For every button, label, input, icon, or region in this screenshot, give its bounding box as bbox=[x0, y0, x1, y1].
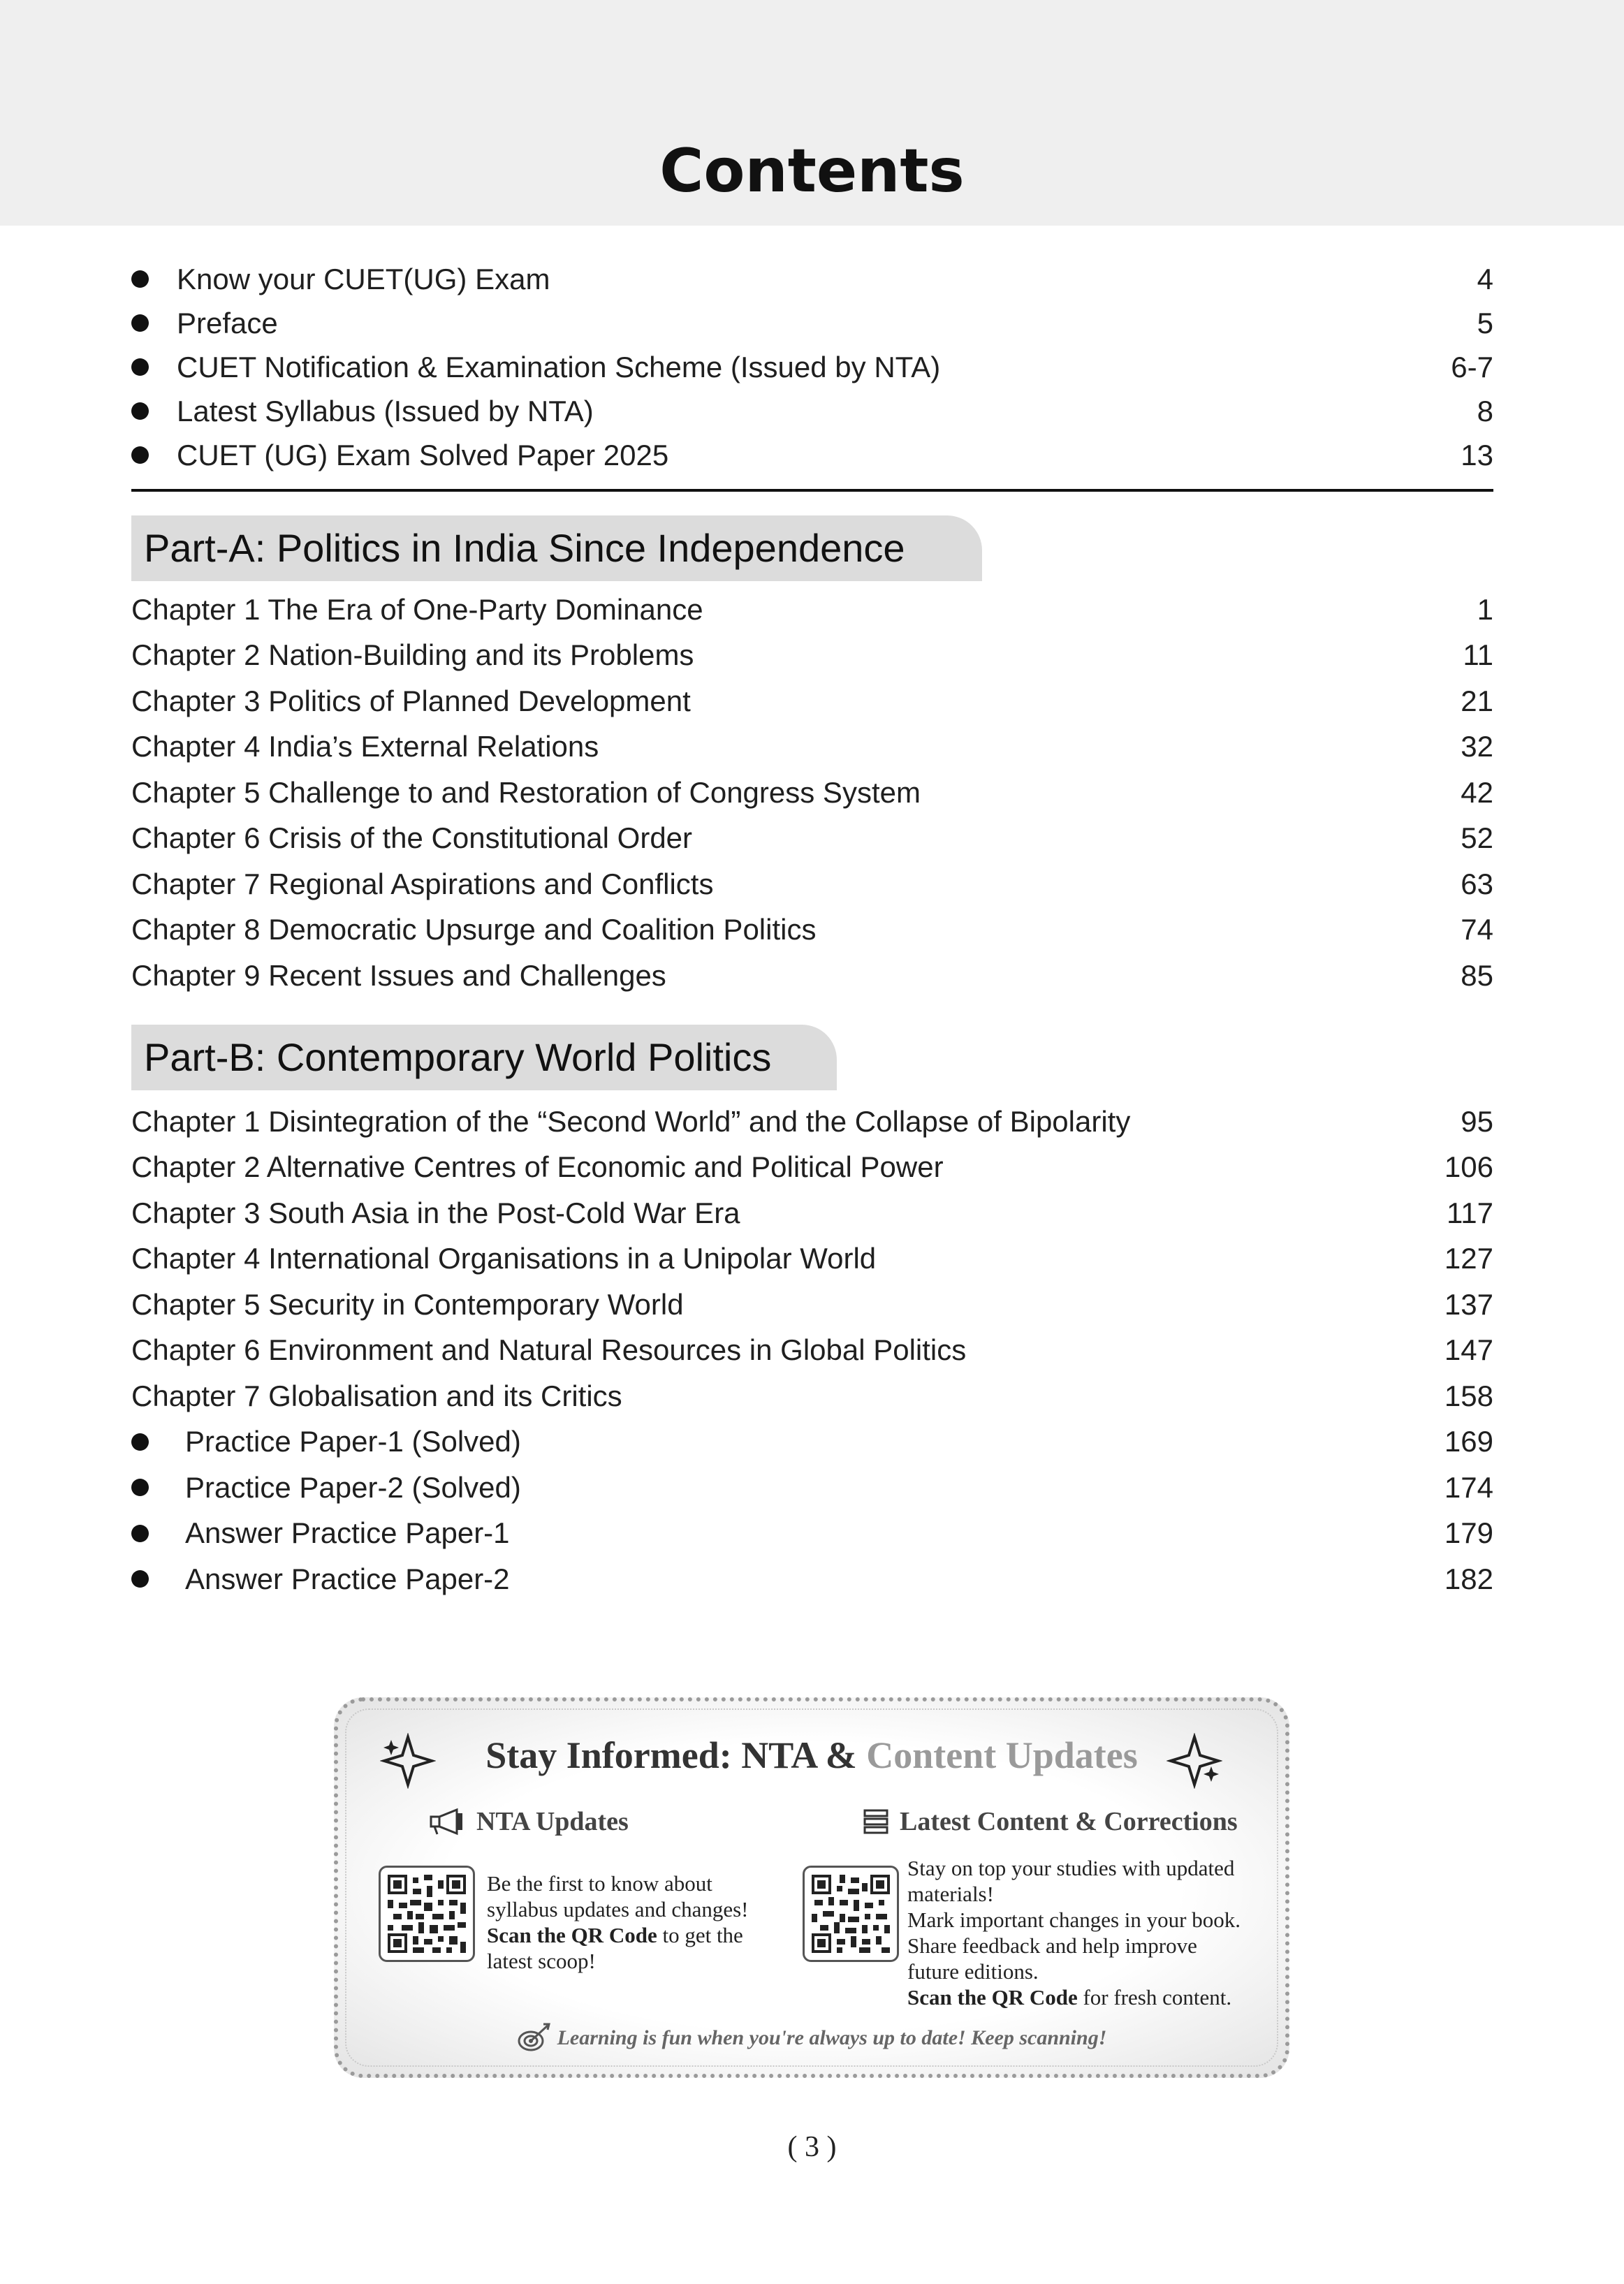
nta-updates-heading bbox=[429, 1806, 629, 1837]
item-page: 169 bbox=[1444, 1425, 1493, 1458]
chapter-row[interactable] bbox=[131, 1328, 1493, 1374]
text-line: Stay on top your studies with updated bbox=[907, 1856, 1235, 1880]
bullet-icon bbox=[131, 446, 149, 464]
chapter-page: 158 bbox=[1444, 1379, 1493, 1412]
chapter-row[interactable] bbox=[131, 1373, 1493, 1419]
chapter-label: Chapter 1 Disintegration of the “Second World” and the Collapse of Bipolarity bbox=[131, 1104, 1131, 1138]
part-b-heading: Part-B: Contemporary World Politics bbox=[131, 1025, 837, 1090]
item-page: 6-7 bbox=[1451, 350, 1493, 383]
item-page: 182 bbox=[1444, 1562, 1493, 1595]
item-page: 4 bbox=[1477, 262, 1493, 295]
bullet-icon bbox=[131, 1525, 149, 1542]
chapter-page: 106 bbox=[1444, 1150, 1493, 1184]
chapter-page: 1 bbox=[1477, 592, 1493, 626]
chapter-row[interactable] bbox=[131, 1145, 1493, 1191]
updates-title-part2: Content Updates bbox=[866, 1734, 1138, 1776]
chapter-label: Chapter 3 Politics of Planned Development bbox=[131, 684, 691, 717]
list-item[interactable] bbox=[131, 257, 1493, 301]
chapter-page: 137 bbox=[1444, 1287, 1493, 1321]
scan-qr-rest: to get the bbox=[657, 1923, 743, 1947]
qr-code[interactable] bbox=[379, 1866, 475, 1962]
qr-pattern bbox=[812, 1875, 890, 1953]
page-number: ( 3 ) bbox=[787, 2131, 837, 2163]
target-icon bbox=[517, 2023, 550, 2054]
updates-box bbox=[334, 1697, 1289, 2078]
chapter-page: 74 bbox=[1461, 913, 1493, 946]
text-line bbox=[907, 1984, 1271, 2010]
item-page: 13 bbox=[1461, 438, 1493, 471]
divider bbox=[131, 489, 1493, 492]
prelims-list bbox=[131, 257, 1493, 477]
bullet-icon bbox=[131, 314, 149, 332]
page-title: Contents bbox=[659, 136, 965, 206]
list-item[interactable] bbox=[131, 389, 1493, 433]
chapter-page: 32 bbox=[1461, 730, 1493, 763]
chapter-row[interactable] bbox=[131, 1236, 1493, 1282]
scan-qr-bold: Scan the QR Code bbox=[907, 1985, 1078, 2010]
part-b-chapters bbox=[131, 1099, 1493, 1602]
chapter-label: Chapter 8 Democratic Upsurge and Coalition Politics bbox=[131, 913, 817, 946]
chapter-row[interactable] bbox=[131, 861, 1493, 907]
item-label: Answer Practice Paper-2 bbox=[185, 1562, 510, 1595]
item-label: Know your CUET(UG) Exam bbox=[177, 262, 550, 295]
text-line: Be the first to know about bbox=[487, 1871, 712, 1896]
text-line: Share feedback and help improve bbox=[907, 1933, 1197, 1958]
item-page: 174 bbox=[1444, 1470, 1493, 1504]
chapter-page: 147 bbox=[1444, 1333, 1493, 1367]
practice-list bbox=[131, 1419, 1493, 1602]
chapter-page: 63 bbox=[1461, 867, 1493, 900]
chapter-row[interactable] bbox=[131, 953, 1493, 999]
chapter-label: Chapter 7 Globalisation and its Critics bbox=[131, 1379, 622, 1412]
list-item[interactable] bbox=[131, 301, 1493, 345]
item-label: Preface bbox=[177, 306, 278, 339]
chapter-label: Chapter 3 South Asia in the Post-Cold War Era bbox=[131, 1196, 740, 1229]
bullet-icon bbox=[131, 270, 149, 288]
chapter-label: Chapter 6 Environment and Natural Resources in Global Politics bbox=[131, 1333, 967, 1367]
text-line: Mark important changes in your book. bbox=[907, 1908, 1241, 1932]
scan-qr-bold: Scan the QR Code bbox=[487, 1923, 657, 1947]
text-line: future editions. bbox=[907, 1959, 1039, 1984]
item-label: Practice Paper-2 (Solved) bbox=[185, 1470, 521, 1504]
item-page: 179 bbox=[1444, 1516, 1493, 1550]
chapter-label: Chapter 9 Recent Issues and Challenges bbox=[131, 958, 666, 992]
updates-footer bbox=[338, 2023, 1285, 2054]
qr-pattern bbox=[388, 1875, 466, 1953]
list-item[interactable] bbox=[131, 1419, 1493, 1465]
list-item[interactable] bbox=[131, 1556, 1493, 1602]
updates-title-part1: Stay Informed: NTA & bbox=[485, 1734, 857, 1776]
chapter-page: 117 bbox=[1447, 1196, 1493, 1229]
chapter-label: Chapter 5 Security in Contemporary World bbox=[131, 1287, 684, 1321]
item-label: Latest Syllabus (Issued by NTA) bbox=[177, 394, 594, 427]
item-label: CUET (UG) Exam Solved Paper 2025 bbox=[177, 438, 669, 471]
chapter-page: 127 bbox=[1444, 1242, 1493, 1275]
chapter-page: 11 bbox=[1463, 638, 1493, 672]
chapter-page: 42 bbox=[1461, 775, 1493, 809]
chapter-page: 95 bbox=[1461, 1104, 1493, 1138]
chapter-label: Chapter 6 Crisis of the Constitutional Order bbox=[131, 821, 693, 855]
chapter-row[interactable] bbox=[131, 907, 1493, 953]
item-label: Answer Practice Paper-1 bbox=[185, 1516, 510, 1550]
item-label: Practice Paper-1 (Solved) bbox=[185, 1425, 521, 1458]
chapter-row[interactable] bbox=[131, 1282, 1493, 1328]
content-corrections-label: Latest Content & Corrections bbox=[900, 1807, 1238, 1836]
bullet-icon bbox=[131, 1570, 149, 1588]
content-corrections-text bbox=[907, 1855, 1271, 2010]
chapter-label: Chapter 4 International Organisations in a Unipolar World bbox=[131, 1242, 877, 1275]
chapter-row[interactable] bbox=[131, 633, 1493, 679]
list-item[interactable] bbox=[131, 1465, 1493, 1511]
chapter-label: Chapter 2 Alternative Centres of Economic and Political Power bbox=[131, 1150, 944, 1184]
text-line: latest scoop! bbox=[487, 1949, 596, 1973]
nta-updates-label: NTA Updates bbox=[476, 1807, 629, 1836]
chapter-row[interactable] bbox=[131, 724, 1493, 770]
chapter-page: 85 bbox=[1461, 958, 1493, 992]
chapter-row[interactable] bbox=[131, 587, 1493, 633]
qr-code[interactable] bbox=[803, 1866, 899, 1962]
chapter-row[interactable] bbox=[131, 1190, 1493, 1236]
scan-qr-rest: for fresh content. bbox=[1077, 1985, 1232, 2010]
list-item[interactable] bbox=[131, 345, 1493, 389]
chapter-label: Chapter 1 The Era of One-Party Dominance bbox=[131, 592, 703, 626]
chapter-label: Chapter 4 India’s External Relations bbox=[131, 730, 599, 763]
chapter-label: Chapter 5 Challenge to and Restoration of Congress System bbox=[131, 775, 921, 809]
chapter-row[interactable] bbox=[131, 770, 1493, 816]
bullet-icon bbox=[131, 402, 149, 420]
updates-footer-text: Learning is fun when you're always up to date! Keep scanning! bbox=[557, 2026, 1107, 2049]
books-icon bbox=[862, 1808, 890, 1836]
text-line: materials! bbox=[907, 1882, 994, 1906]
bullet-icon bbox=[131, 358, 149, 376]
item-page: 8 bbox=[1477, 394, 1493, 427]
list-item[interactable] bbox=[131, 433, 1493, 477]
megaphone-icon bbox=[429, 1808, 467, 1836]
chapter-page: 52 bbox=[1461, 821, 1493, 855]
nta-updates-text bbox=[487, 1871, 780, 1974]
chapter-label: Chapter 7 Regional Aspirations and Conflicts bbox=[131, 867, 714, 900]
chapter-row[interactable] bbox=[131, 816, 1493, 862]
text-line bbox=[487, 1922, 780, 1948]
chapter-row[interactable] bbox=[131, 678, 1493, 724]
chapter-label: Chapter 2 Nation-Building and its Problems bbox=[131, 638, 694, 672]
content-corrections-heading bbox=[862, 1806, 1238, 1837]
item-page: 5 bbox=[1477, 306, 1493, 339]
bullet-icon bbox=[131, 1433, 149, 1451]
text-line: syllabus updates and changes! bbox=[487, 1897, 749, 1921]
chapter-row[interactable] bbox=[131, 1099, 1493, 1145]
item-label: CUET Notification & Examination Scheme (Issued by NTA) bbox=[177, 350, 941, 383]
updates-title bbox=[338, 1733, 1285, 1778]
part-a-chapters bbox=[131, 587, 1493, 999]
list-item[interactable] bbox=[131, 1511, 1493, 1557]
bullet-icon bbox=[131, 1479, 149, 1496]
chapter-page: 21 bbox=[1461, 684, 1493, 717]
part-a-heading: Part-A: Politics in India Since Independence bbox=[131, 515, 982, 581]
